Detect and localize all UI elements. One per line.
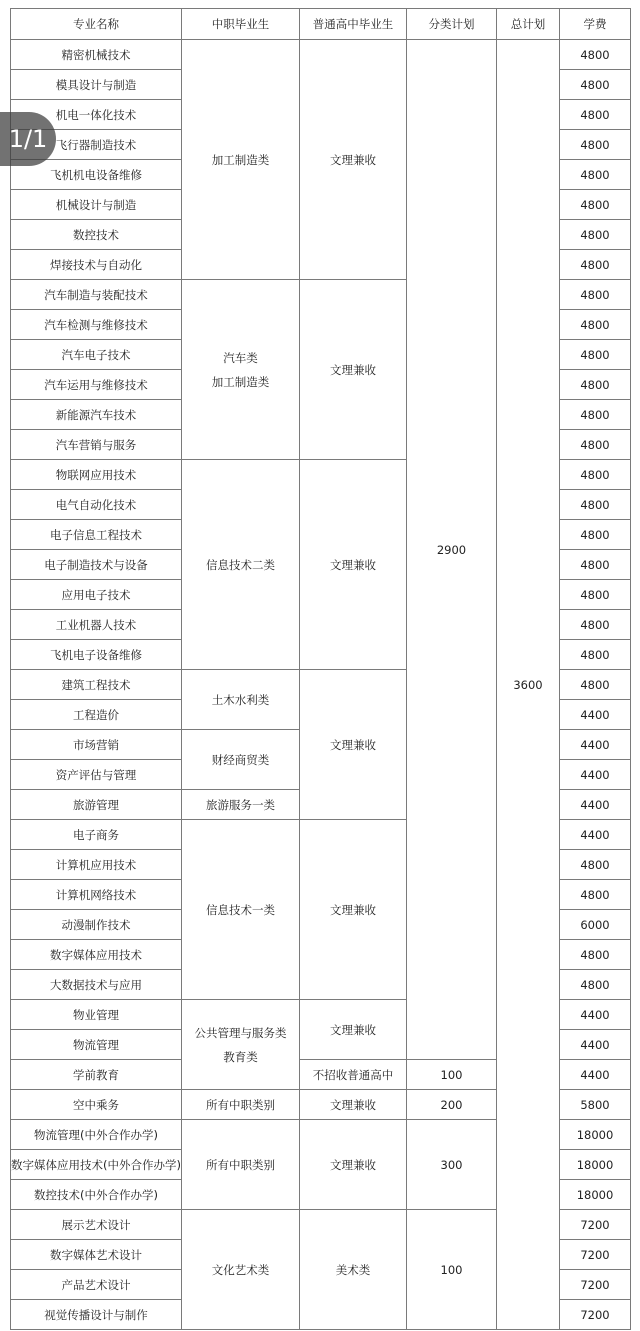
major-name: 计算机应用技术 bbox=[11, 850, 182, 880]
major-name: 数字媒体艺术设计 bbox=[11, 1240, 182, 1270]
tuition: 4800 bbox=[560, 550, 631, 580]
major-name: 物流管理(中外合作办学) bbox=[11, 1120, 182, 1150]
tuition: 4800 bbox=[560, 280, 631, 310]
tuition: 4800 bbox=[560, 940, 631, 970]
tuition: 4800 bbox=[560, 310, 631, 340]
vocational-category: 所有中职类别 bbox=[182, 1120, 300, 1210]
major-name: 旅游管理 bbox=[11, 790, 182, 820]
tuition: 4800 bbox=[560, 610, 631, 640]
tuition: 4800 bbox=[560, 70, 631, 100]
major-name: 机电一体化技术 bbox=[11, 100, 182, 130]
vocational-category: 信息技术一类 bbox=[182, 820, 300, 1000]
tuition: 7200 bbox=[560, 1270, 631, 1300]
tuition: 4800 bbox=[560, 970, 631, 1000]
major-name: 工程造价 bbox=[11, 700, 182, 730]
major-name: 建筑工程技术 bbox=[11, 670, 182, 700]
major-name: 新能源汽车技术 bbox=[11, 400, 182, 430]
vocational-category bbox=[182, 1000, 300, 1090]
tuition: 4400 bbox=[560, 790, 631, 820]
major-name: 物业管理 bbox=[11, 1000, 182, 1030]
tuition: 7200 bbox=[560, 1210, 631, 1240]
major-name: 学前教育 bbox=[11, 1060, 182, 1090]
high-school-requirement: 文理兼收 bbox=[300, 670, 407, 820]
tuition: 4400 bbox=[560, 1060, 631, 1090]
vocational-category: 信息技术二类 bbox=[182, 460, 300, 670]
vocational-category: 所有中职类别 bbox=[182, 1090, 300, 1120]
high-school-requirement: 文理兼收 bbox=[300, 460, 407, 670]
major-name: 汽车检测与维修技术 bbox=[11, 310, 182, 340]
tuition: 4800 bbox=[560, 580, 631, 610]
major-name: 计算机网络技术 bbox=[11, 880, 182, 910]
major-name: 大数据技术与应用 bbox=[11, 970, 182, 1000]
vocational-category bbox=[182, 280, 300, 460]
major-name: 市场营销 bbox=[11, 730, 182, 760]
table-row bbox=[11, 40, 631, 70]
major-name: 工业机器人技术 bbox=[11, 610, 182, 640]
tuition: 18000 bbox=[560, 1180, 631, 1210]
tuition: 4400 bbox=[560, 820, 631, 850]
major-name: 飞行器制造技术 bbox=[11, 130, 182, 160]
header-vocational: 中职毕业生 bbox=[182, 9, 300, 40]
tuition: 4800 bbox=[560, 160, 631, 190]
high-school-requirement: 文理兼收 bbox=[300, 1120, 407, 1210]
vocational-category: 旅游服务一类 bbox=[182, 790, 300, 820]
high-school-requirement: 不招收普通高中 bbox=[300, 1060, 407, 1090]
tuition: 4800 bbox=[560, 400, 631, 430]
tuition: 4400 bbox=[560, 1000, 631, 1030]
major-name: 焊接技术与自动化 bbox=[11, 250, 182, 280]
major-name: 空中乘务 bbox=[11, 1090, 182, 1120]
tuition: 4800 bbox=[560, 640, 631, 670]
major-name: 动漫制作技术 bbox=[11, 910, 182, 940]
high-school-requirement: 文理兼收 bbox=[300, 820, 407, 1000]
vocational-category: 加工制造类 bbox=[182, 40, 300, 280]
tuition: 4800 bbox=[560, 130, 631, 160]
tuition: 4800 bbox=[560, 880, 631, 910]
major-name: 展示艺术设计 bbox=[11, 1210, 182, 1240]
vocational-category-line: 加工制造类 bbox=[211, 374, 270, 389]
major-name: 模具设计与制造 bbox=[11, 70, 182, 100]
tuition: 6000 bbox=[560, 910, 631, 940]
category-plan: 200 bbox=[407, 1090, 497, 1120]
major-name: 汽车运用与维修技术 bbox=[11, 370, 182, 400]
tuition: 7200 bbox=[560, 1300, 631, 1330]
vocational-category-line: 教育类 bbox=[223, 1049, 258, 1064]
category-plan: 100 bbox=[407, 1060, 497, 1090]
major-name: 视觉传播设计与制作 bbox=[11, 1300, 182, 1330]
tuition: 4800 bbox=[560, 40, 631, 70]
major-name: 机械设计与制造 bbox=[11, 190, 182, 220]
high-school-requirement: 文理兼收 bbox=[300, 40, 407, 280]
major-name: 汽车制造与装配技术 bbox=[11, 280, 182, 310]
vocational-category: 文化艺术类 bbox=[182, 1210, 300, 1330]
page-indicator: 1/1 bbox=[0, 112, 56, 166]
tuition: 4800 bbox=[560, 220, 631, 250]
major-name: 精密机械技术 bbox=[11, 40, 182, 70]
major-name: 资产评估与管理 bbox=[11, 760, 182, 790]
high-school-requirement: 文理兼收 bbox=[300, 280, 407, 460]
high-school-requirement: 文理兼收 bbox=[300, 1000, 407, 1060]
major-name: 电子商务 bbox=[11, 820, 182, 850]
major-name: 产品艺术设计 bbox=[11, 1270, 182, 1300]
tuition: 18000 bbox=[560, 1150, 631, 1180]
major-name: 电子制造技术与设备 bbox=[11, 550, 182, 580]
tuition: 4400 bbox=[560, 760, 631, 790]
tuition: 4800 bbox=[560, 850, 631, 880]
major-name: 汽车营销与服务 bbox=[11, 430, 182, 460]
tuition: 4800 bbox=[560, 460, 631, 490]
tuition: 4800 bbox=[560, 190, 631, 220]
major-name: 物联网应用技术 bbox=[11, 460, 182, 490]
major-name: 电气自动化技术 bbox=[11, 490, 182, 520]
tuition: 5800 bbox=[560, 1090, 631, 1120]
header-tuition: 学费 bbox=[560, 9, 631, 40]
major-name: 数字媒体应用技术 bbox=[11, 940, 182, 970]
tuition: 18000 bbox=[560, 1120, 631, 1150]
major-name: 电子信息工程技术 bbox=[11, 520, 182, 550]
tuition: 4800 bbox=[560, 250, 631, 280]
high-school-requirement: 美术类 bbox=[300, 1210, 407, 1330]
major-name: 物流管理 bbox=[11, 1030, 182, 1060]
major-name: 数控技术 bbox=[11, 220, 182, 250]
tuition: 4400 bbox=[560, 700, 631, 730]
header-category-plan: 分类计划 bbox=[407, 9, 497, 40]
enrollment-plan-table bbox=[10, 8, 631, 1330]
category-plan: 2900 bbox=[407, 40, 497, 1060]
header-total-plan: 总计划 bbox=[497, 9, 560, 40]
header-row bbox=[11, 9, 631, 40]
tuition: 4800 bbox=[560, 370, 631, 400]
vocational-category: 财经商贸类 bbox=[182, 730, 300, 790]
vocational-category-line: 公共管理与服务类 bbox=[194, 1025, 287, 1040]
total-plan: 3600 bbox=[497, 40, 560, 1330]
major-name: 应用电子技术 bbox=[11, 580, 182, 610]
vocational-category: 土木水利类 bbox=[182, 670, 300, 730]
header-major: 专业名称 bbox=[11, 9, 182, 40]
tuition: 4800 bbox=[560, 490, 631, 520]
tuition: 4800 bbox=[560, 520, 631, 550]
tuition: 4800 bbox=[560, 100, 631, 130]
major-name: 数控技术(中外合作办学) bbox=[11, 1180, 182, 1210]
tuition: 7200 bbox=[560, 1240, 631, 1270]
vocational-category-line: 汽车类 bbox=[223, 350, 258, 365]
major-name: 数字媒体应用技术(中外合作办学) bbox=[11, 1150, 182, 1180]
tuition: 4800 bbox=[560, 430, 631, 460]
tuition: 4800 bbox=[560, 340, 631, 370]
major-name: 飞机机电设备维修 bbox=[11, 160, 182, 190]
category-plan: 100 bbox=[407, 1210, 497, 1330]
high-school-requirement: 文理兼收 bbox=[300, 1090, 407, 1120]
header-high-school: 普通高中毕业生 bbox=[300, 9, 407, 40]
tuition: 4800 bbox=[560, 670, 631, 700]
major-name: 汽车电子技术 bbox=[11, 340, 182, 370]
tuition: 4400 bbox=[560, 1030, 631, 1060]
major-name: 飞机电子设备维修 bbox=[11, 640, 182, 670]
tuition: 4400 bbox=[560, 730, 631, 760]
category-plan: 300 bbox=[407, 1120, 497, 1210]
